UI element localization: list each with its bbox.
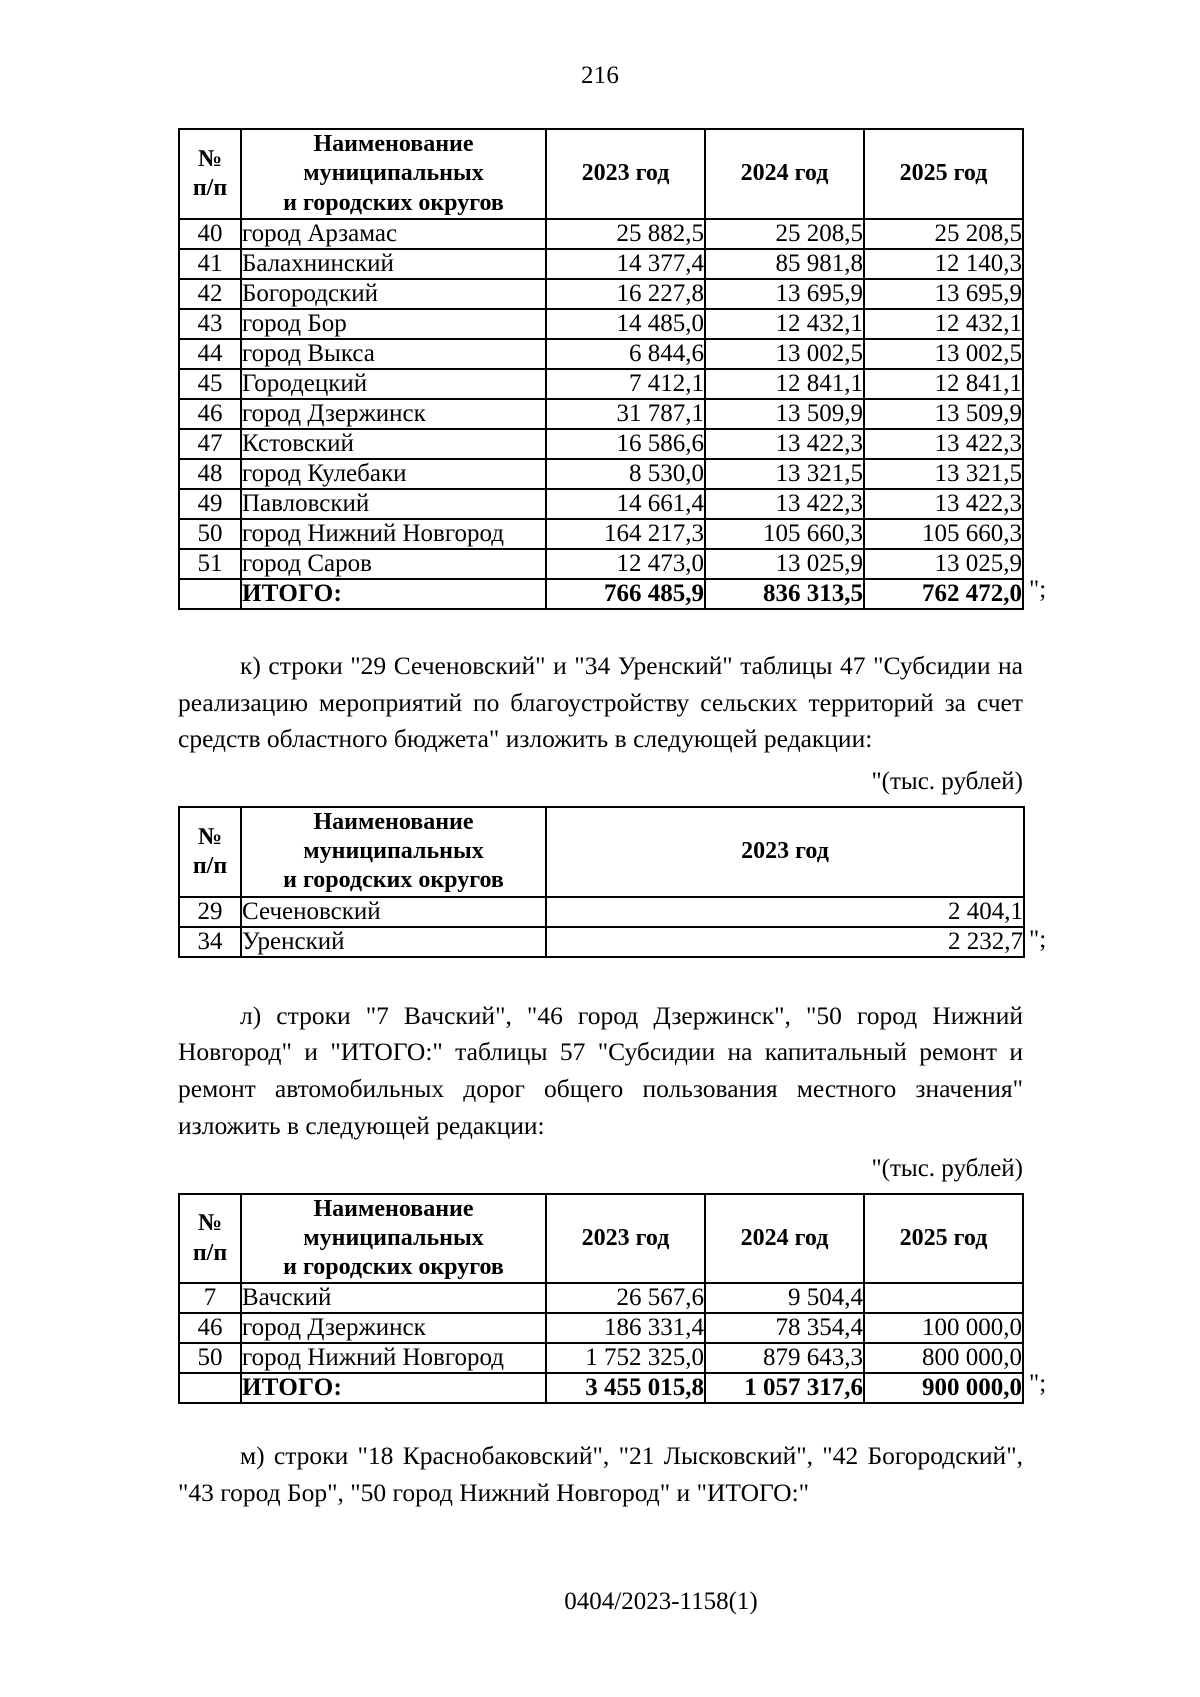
row-value-2025: 12 140,3 [864, 249, 1023, 279]
table-total-row [179, 579, 1023, 609]
row-name: город Бор [241, 309, 546, 339]
row-value-2024: 13 002,5 [705, 339, 864, 369]
page-number: 216 [580, 62, 620, 89]
row-number: 46 [179, 1313, 241, 1343]
table-1-wrapper [178, 128, 1047, 610]
row-number: 48 [179, 459, 241, 489]
paragraph-l: л) строки "7 Вачский", "46 город Дзержинск", "50 город Нижний Новгород" и "ИТОГО:" таблицы 57 "Субсидии на капитальный ремонт и ремонт автомобильных дорог общего пользования местного значения" изложить в следующей редакции: [178, 1000, 1023, 1140]
row-value-2024: 12 841,1 [705, 369, 864, 399]
row-value-2025: 13 321,5 [864, 459, 1023, 489]
row-value-2025: 13 422,3 [864, 489, 1023, 519]
header-row-number: № п/п [179, 807, 241, 897]
row-value-2025: 13 509,9 [864, 399, 1023, 429]
total-label: ИТОГО: [241, 579, 546, 609]
spacer [178, 1404, 1023, 1438]
table-row [179, 249, 1023, 279]
row-value-2023: 8 530,0 [546, 459, 705, 489]
row-value-2023: 2 404,1 [546, 897, 1024, 927]
header-year-2023: 2023 год [546, 807, 1024, 897]
row-name: город Дзержинск [241, 1313, 546, 1343]
header-year-2025: 2025 год [864, 1194, 1023, 1284]
total-value-2023: 3 455 015,8 [546, 1373, 705, 1403]
table-row [179, 459, 1023, 489]
row-name: город Выкса [241, 339, 546, 369]
header-row-number: № п/п [179, 1194, 241, 1284]
row-value-2025 [864, 1283, 1023, 1313]
row-name: город Дзержинск [241, 399, 546, 429]
total-number [179, 579, 241, 609]
table-row [179, 1313, 1023, 1343]
row-number: 47 [179, 429, 241, 459]
table-2-wrapper [178, 806, 1047, 958]
row-value-2023: 186 331,4 [546, 1313, 705, 1343]
row-name: Городецкий [241, 369, 546, 399]
table-row [179, 279, 1023, 309]
spacer [178, 796, 1023, 806]
row-value-2024: 13 025,9 [705, 549, 864, 579]
row-number: 29 [179, 897, 241, 927]
rural-improvement-subsidy-table [178, 806, 1025, 958]
table-row [179, 489, 1023, 519]
paragraph-k: к) строки "29 Сеченовский" и "34 Уренский" таблицы 47 "Субсидии на реализацию мероприятий по благоустройству сельских территорий за счет средств областного бюджета" изложить в следующей редакции: [178, 650, 1023, 754]
row-value-2023: 14 485,0 [546, 309, 705, 339]
units-label-2: "(тыс. рублей) [871, 1154, 1023, 1182]
row-value-2024: 879 643,3 [705, 1343, 864, 1373]
table-row [179, 219, 1023, 249]
row-value-2023: 16 227,8 [546, 279, 705, 309]
row-value-2023: 1 752 325,0 [546, 1343, 705, 1373]
row-value-2024: 13 695,9 [705, 279, 864, 309]
spacer [178, 1183, 1023, 1193]
header-municipality-name: Наименование муниципальных и городских округов [241, 129, 546, 219]
row-value-2023: 6 844,6 [546, 339, 705, 369]
row-number: 7 [179, 1283, 241, 1313]
total-number [179, 1373, 241, 1403]
spacer [178, 1145, 1023, 1155]
header-municipality-name: Наименование муниципальных и городских округов [241, 1194, 546, 1284]
table-header-row [179, 807, 1024, 897]
total-value-2024: 836 313,5 [705, 579, 864, 609]
row-number: 50 [179, 519, 241, 549]
header-year-2024: 2024 год [705, 1194, 864, 1284]
road-repair-subsidy-table [178, 1193, 1024, 1405]
row-name: Павловский [241, 489, 546, 519]
table-row [179, 897, 1024, 927]
row-value-2024: 12 432,1 [705, 309, 864, 339]
table-row [179, 549, 1023, 579]
header-row-number: № п/п [179, 129, 241, 219]
table-row [179, 927, 1024, 957]
row-value-2024: 13 321,5 [705, 459, 864, 489]
row-number: 34 [179, 927, 241, 957]
table-3-wrapper [178, 1193, 1047, 1405]
table-row [179, 1283, 1023, 1313]
table-header-row [179, 1194, 1023, 1284]
row-number: 42 [179, 279, 241, 309]
row-value-2023: 2 232,7 [546, 927, 1024, 957]
row-value-2023: 12 473,0 [546, 549, 705, 579]
row-value-2024: 78 354,4 [705, 1313, 864, 1343]
total-value-2025: 900 000,0 [864, 1373, 1023, 1403]
row-value-2023: 25 882,5 [546, 219, 705, 249]
row-name: город Нижний Новгород [241, 519, 546, 549]
row-name: Вачский [241, 1283, 546, 1313]
header-year-2024: 2024 год [705, 129, 864, 219]
row-value-2023: 14 377,4 [546, 249, 705, 279]
table-header-row [179, 129, 1023, 219]
row-value-2025: 105 660,3 [864, 519, 1023, 549]
row-name: город Нижний Новгород [241, 1343, 546, 1373]
row-name: Богородский [241, 279, 546, 309]
header-year-2023: 2023 год [546, 1194, 705, 1284]
row-value-2023: 164 217,3 [546, 519, 705, 549]
spacer [178, 758, 1023, 768]
spacer [178, 610, 1023, 648]
row-number: 41 [179, 249, 241, 279]
row-value-2024: 85 981,8 [705, 249, 864, 279]
table-2-closing-quote: "; [1029, 925, 1047, 953]
row-value-2025: 12 432,1 [864, 309, 1023, 339]
row-value-2024: 9 504,4 [705, 1283, 864, 1313]
row-value-2024: 105 660,3 [705, 519, 864, 549]
row-number: 50 [179, 1343, 241, 1373]
table-row [179, 339, 1023, 369]
footer-document-code: 0404/2023-1158(1) [564, 1588, 758, 1615]
row-value-2024: 13 422,3 [705, 429, 864, 459]
row-value-2023: 7 412,1 [546, 369, 705, 399]
row-value-2023: 14 661,4 [546, 489, 705, 519]
row-name: Кстовский [241, 429, 546, 459]
row-value-2025: 13 422,3 [864, 429, 1023, 459]
total-value-2024: 1 057 317,6 [705, 1373, 864, 1403]
total-value-2023: 766 485,9 [546, 579, 705, 609]
row-number: 43 [179, 309, 241, 339]
row-number: 49 [179, 489, 241, 519]
total-value-2025: 762 472,0 [864, 579, 1023, 609]
row-value-2024: 13 422,3 [705, 489, 864, 519]
table-row [179, 399, 1023, 429]
row-value-2025: 13 002,5 [864, 339, 1023, 369]
row-value-2025: 12 841,1 [864, 369, 1023, 399]
row-name: город Кулебаки [241, 459, 546, 489]
header-municipality-name: Наименование муниципальных и городских округов [241, 807, 546, 897]
row-value-2023: 16 586,6 [546, 429, 705, 459]
row-name: Балахнинский [241, 249, 546, 279]
row-value-2024: 13 509,9 [705, 399, 864, 429]
total-label: ИТОГО: [241, 1373, 546, 1403]
table-1-closing-quote: "; [1029, 575, 1047, 603]
header-year-2025: 2025 год [864, 129, 1023, 219]
row-value-2025: 25 208,5 [864, 219, 1023, 249]
row-name: город Арзамас [241, 219, 546, 249]
table-row [179, 429, 1023, 459]
header-year-2023: 2023 год [546, 129, 705, 219]
spacer [178, 958, 1023, 998]
paragraph-m: м) строки "18 Краснобаковский", "21 Лысковский", "42 Богородский", "43 город Бор", "50 город Нижний Новгород" и "ИТОГО:" [178, 1441, 1023, 1508]
row-name: Сеченовский [241, 897, 546, 927]
page-content [178, 128, 1047, 1512]
row-value-2025: 13 025,9 [864, 549, 1023, 579]
table-row [179, 519, 1023, 549]
table-row [179, 309, 1023, 339]
table-3-closing-quote: "; [1029, 1370, 1047, 1398]
table-row [179, 1343, 1023, 1373]
row-number: 51 [179, 549, 241, 579]
row-value-2024: 25 208,5 [705, 219, 864, 249]
units-label-1: "(тыс. рублей) [871, 767, 1023, 795]
row-value-2023: 31 787,1 [546, 399, 705, 429]
row-number: 45 [179, 369, 241, 399]
row-number: 44 [179, 339, 241, 369]
row-value-2025: 13 695,9 [864, 279, 1023, 309]
subsidy-table-continued [178, 128, 1024, 610]
table-row [179, 369, 1023, 399]
row-value-2025: 800 000,0 [864, 1343, 1023, 1373]
row-value-2023: 26 567,6 [546, 1283, 705, 1313]
table-total-row [179, 1373, 1023, 1403]
row-value-2025: 100 000,0 [864, 1313, 1023, 1343]
row-number: 46 [179, 399, 241, 429]
row-name: Уренский [241, 927, 546, 957]
row-name: город Саров [241, 549, 546, 579]
row-number: 40 [179, 219, 241, 249]
